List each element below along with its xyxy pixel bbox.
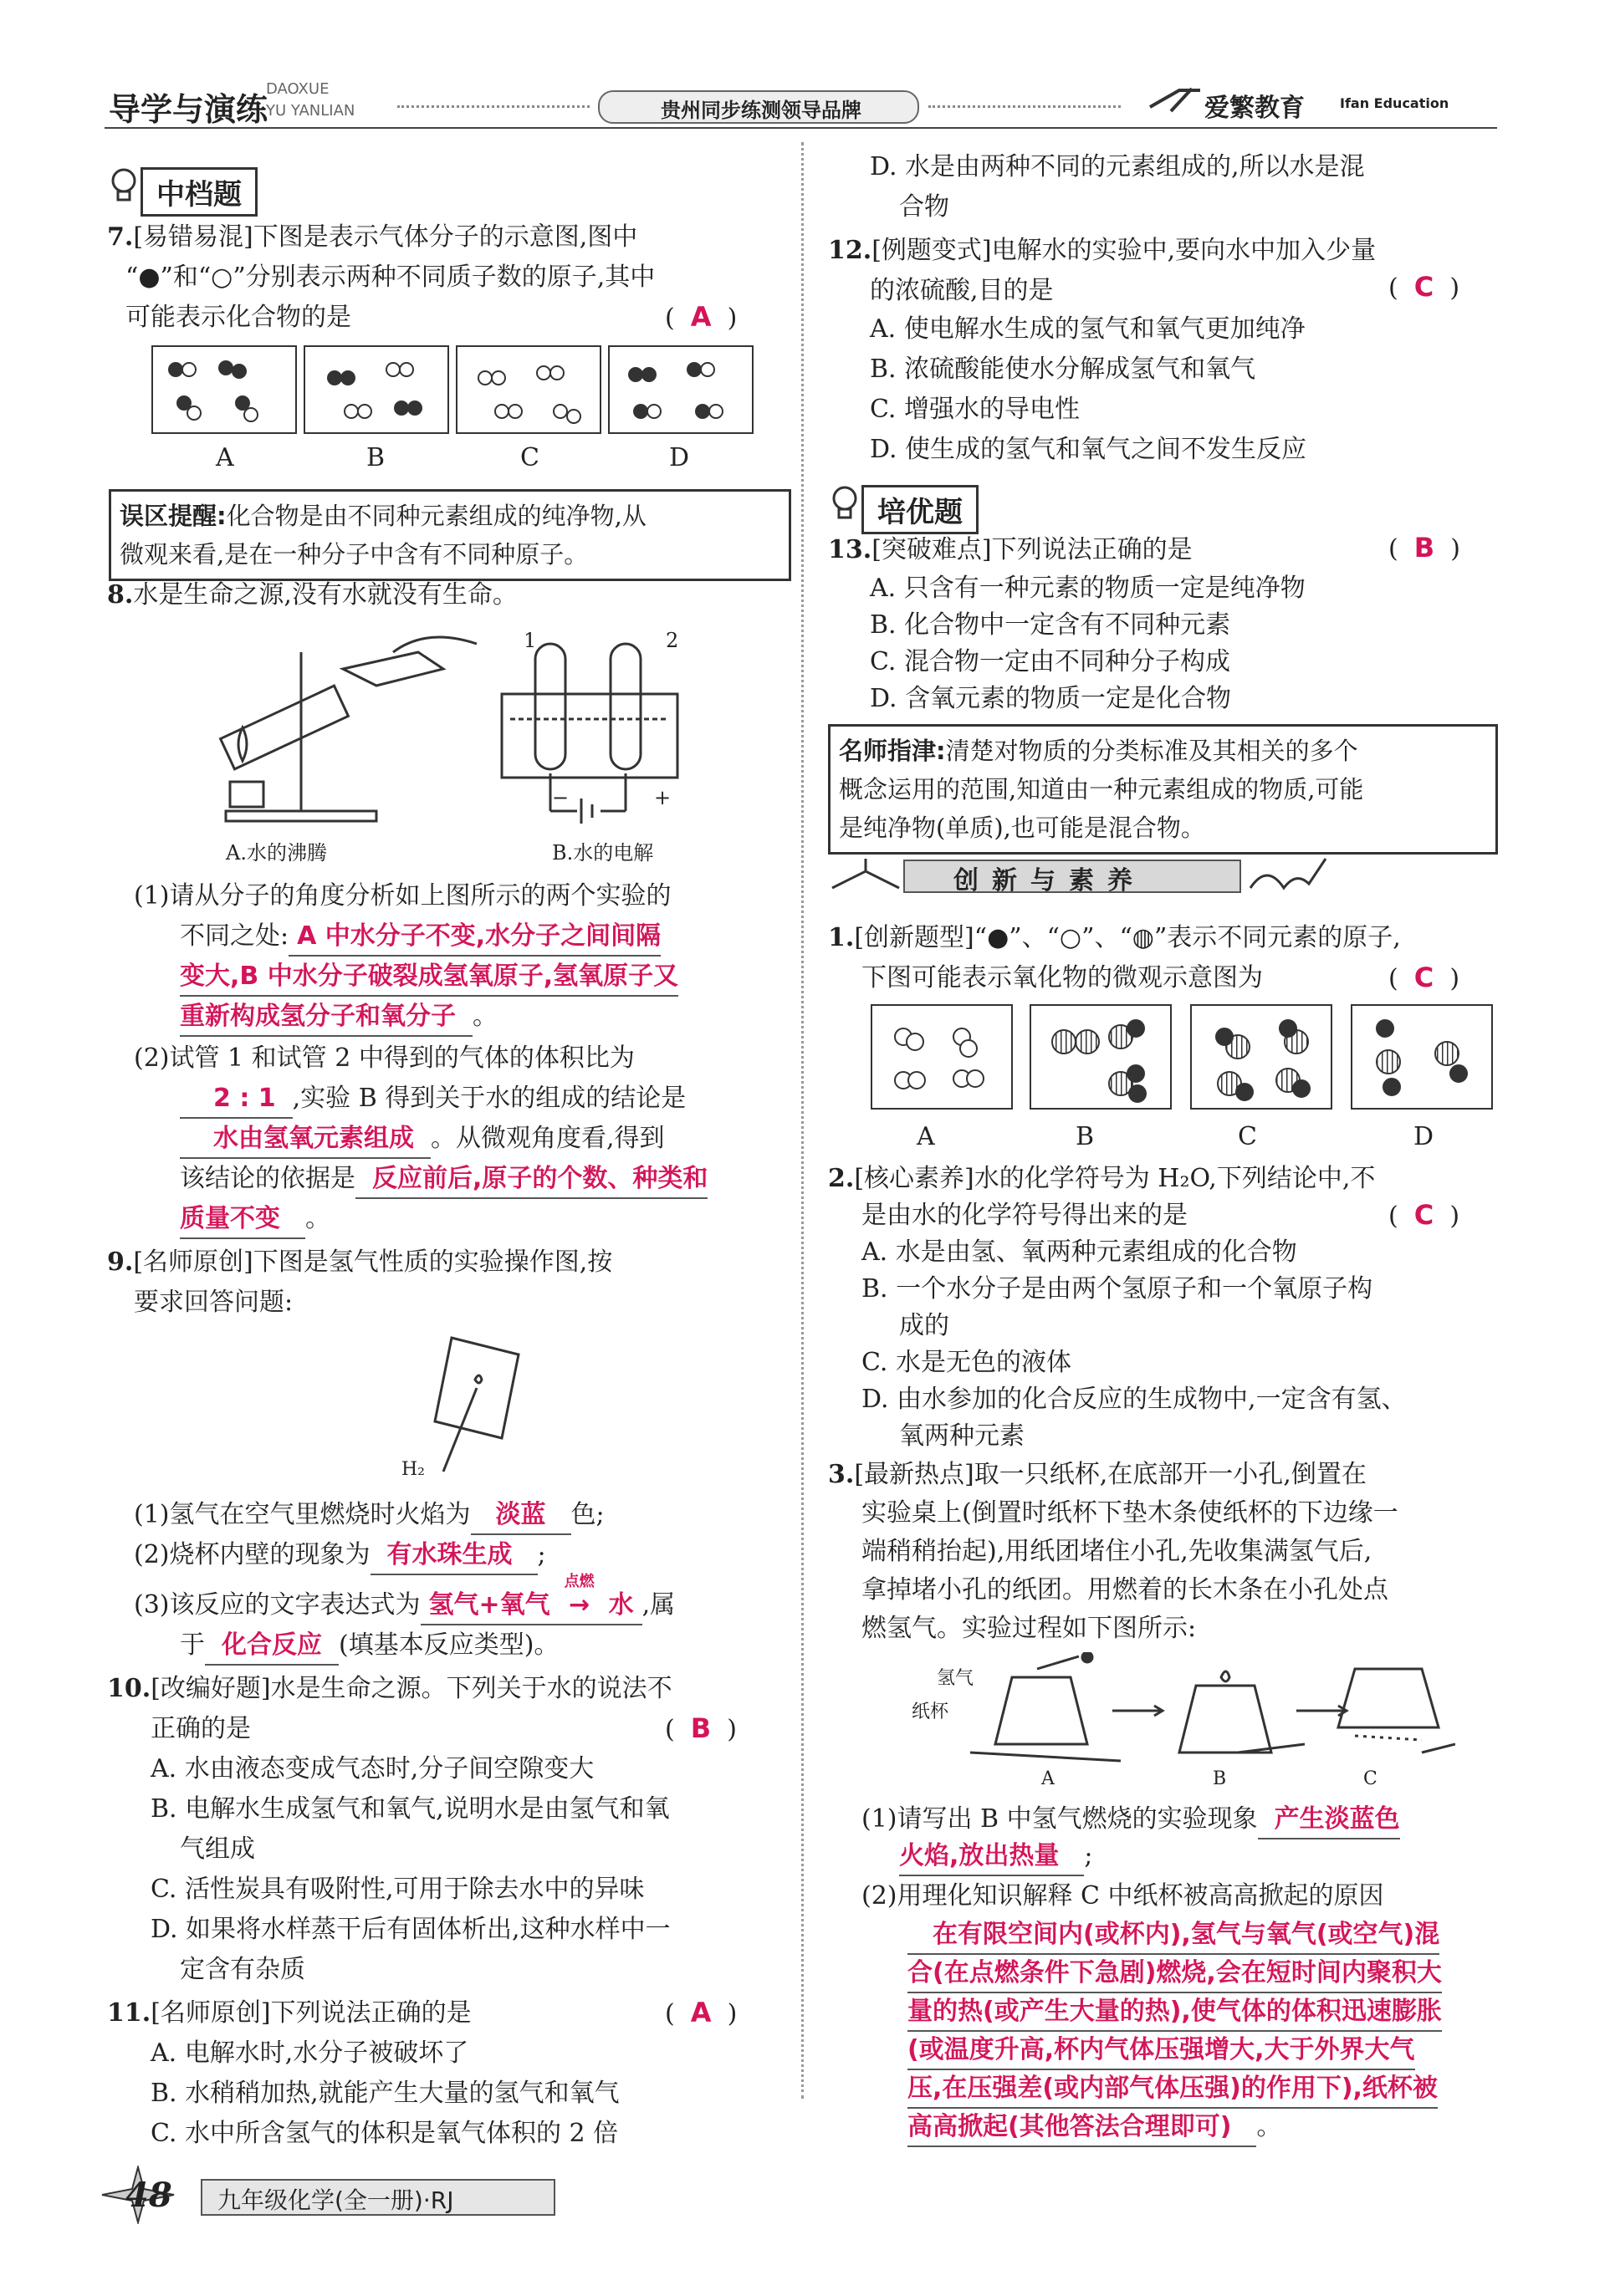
header-logo-en: Ifan Education	[1340, 95, 1449, 111]
q8-caption-a: A.水的沸腾	[226, 841, 327, 865]
q9-p2: (2)烧杯内壁的现象为 有水珠生成 ;	[134, 1537, 546, 1575]
i3-fig-a: A	[1041, 1768, 1055, 1789]
q13-opt-d: D. 含氧元素的物质一定是化合物	[870, 684, 1232, 713]
lightbulb-icon	[107, 166, 141, 207]
q8-line1: 8.水是生命之源,没有水就没有生命。	[107, 580, 518, 610]
q8-p1: (1)请从分子的角度分析如上图所示的两个实验的	[134, 881, 672, 911]
i3-line3: 端稍稍抬起),用纸团堵住小孔,先收集满氢气后,	[861, 1537, 1372, 1566]
q9-h2-label: H₂	[401, 1459, 426, 1480]
q11-line1: 11.[名师原创]下列说法正确的是	[107, 1998, 472, 2028]
q9-p1: (1)氢气在空气里燃烧时火焰为 淡蓝 色;	[134, 1497, 605, 1535]
i1-answer: ( C )	[1388, 962, 1460, 993]
q11-opt-c: C. 水中所含氢气的体积是氧气体积的 2 倍	[151, 2119, 619, 2148]
q7-label-c: C	[520, 443, 539, 472]
q11-opt-b: B. 水稍稍加热,就能产生大量的氢气和氧气	[151, 2079, 620, 2108]
i2-opt-d: D. 由水参加的化合反应的生成物中,一定含有氢、	[861, 1385, 1407, 1414]
footer-book: 九年级化学(全一册)·RJ	[217, 2186, 454, 2214]
q10-line2: 正确的是	[151, 1714, 251, 1743]
i2-opt-b: B. 一个水分子是由两个氢原子和一个氧原子构	[861, 1274, 1373, 1304]
i3-figure	[920, 1652, 1455, 1778]
i3-fig-cup-label: 纸杯	[912, 1702, 949, 1722]
q8-minus-label: −	[552, 786, 570, 809]
q7-figure	[151, 344, 761, 436]
q8-p2c: 水由氢氧元素组成 。从微观角度看,得到	[180, 1120, 665, 1159]
i1-label-a: A	[917, 1122, 935, 1151]
q11-opt-a: A. 电解水时,水分子被破坏了	[151, 2038, 469, 2068]
q8-a1b: 变大,B 中水分子破裂成氢氧原子,氢氧原子又	[180, 958, 678, 997]
section-mid	[107, 166, 358, 212]
page-number: 48	[125, 2176, 172, 2215]
i3-a2-5: 压,在压强差(或内部气体压强)的作用下),纸杯被	[907, 2070, 1438, 2109]
q8-p2b: 2 : 1 ,实验 B 得到关于水的组成的结论是	[180, 1080, 686, 1119]
q8-figure-boiling	[192, 619, 493, 828]
header-rule	[105, 127, 1497, 129]
q8-tube2-label: 2	[666, 629, 679, 652]
q9-line1: 9.[名师原创]下图是氢气性质的实验操作图,按	[107, 1247, 613, 1277]
page-footer	[100, 2166, 602, 2224]
i2-opt-c: C. 水是无色的液体	[861, 1348, 1071, 1377]
book-icon	[828, 855, 903, 896]
q13-opt-b: B. 化合物中一定含有不同种元素	[870, 610, 1231, 640]
q12-line1: 12.[例题变式]电解水的实验中,要向水中加入少量	[828, 236, 1377, 265]
q10-opt-b2: 气组成	[180, 1834, 255, 1864]
i3-line1: 3.[最新热点]取一只纸杯,在底部开一小孔,倒置在	[828, 1460, 1367, 1489]
i2-opt-d2: 氧两种元素	[899, 1421, 1025, 1451]
q7-label-b: B	[366, 443, 386, 472]
header-brand: 贵州同步练测领导品牌	[661, 99, 861, 122]
i2-opt-b2: 成的	[899, 1311, 949, 1340]
section-mid-label: 中档题	[141, 167, 258, 217]
q8-a4b: 质量不变 。	[180, 1201, 330, 1239]
i3-a2-3: 量的热(或产生大量的热),使气体的体积迅速膨胀	[907, 1993, 1442, 2032]
i3-a2-2: 合(在点燃条件下急剧)燃烧,会在短时间内聚积大	[907, 1955, 1442, 1993]
q12-opt-a: A. 使电解水生成的氢气和氧气更加纯净	[870, 314, 1306, 344]
page-header	[0, 0, 1610, 134]
header-pinyin-1: DAOXUE	[266, 80, 330, 98]
q8-caption-b: B.水的电解	[552, 841, 654, 865]
i3-fig-c: C	[1363, 1768, 1377, 1789]
i3-line2: 实验桌上(倒置时纸杯下垫木条使纸杯的下边缘一	[861, 1498, 1398, 1528]
q13-line1: 13.[突破难点]下列说法正确的是	[828, 535, 1193, 564]
i2-line2: 是由水的化学符号得出来的是	[861, 1201, 1188, 1230]
q10-opt-a: A. 水由液态变成气态时,分子间空隙变大	[151, 1754, 595, 1783]
header-pinyin-2: YU YANLIAN	[266, 102, 355, 120]
q12-line2: 的浓硫酸,目的是	[870, 276, 1054, 305]
i3-a2-1: 在有限空间内(或杯内),氢气与氧气(或空气)混	[907, 1916, 1439, 1955]
q10-answer: ( B )	[665, 1712, 737, 1744]
i1-label-d: D	[1413, 1122, 1434, 1151]
q13-opt-a: A. 只含有一种元素的物质一定是纯净物	[870, 574, 1306, 603]
q7-line1: 7.[易错易混]下图是表示气体分子的示意图,图中	[107, 222, 638, 252]
header-title: 导学与演练	[109, 91, 268, 128]
i3-p1: (1)请写出 B 中氢气燃烧的实验现象 产生淡蓝色	[861, 1801, 1400, 1839]
i1-line1: 1.[创新题型]“●”、“○”、“◍”表示不同元素的原子,	[828, 923, 1401, 952]
i3-fig-b: B	[1213, 1768, 1227, 1789]
section-innov-label: 创新与素养	[953, 866, 1146, 895]
q12-opt-c: C. 增强水的导电性	[870, 395, 1080, 424]
q7-line3: 可能表示化合物的是	[125, 303, 351, 332]
i3-a2-6: 高高掀起(其他答法合理即可) 。	[907, 2109, 1281, 2147]
q8-tube1-label: 1	[524, 629, 537, 652]
section-adv	[828, 483, 1079, 529]
pencil-icon	[1246, 855, 1330, 896]
q10-opt-c: C. 活性炭具有吸附性,可用于除去水中的异味	[151, 1875, 645, 1904]
i1-figure	[870, 1003, 1497, 1112]
q8-plus-label: +	[654, 786, 672, 809]
header-logo: 爱繁教育	[1204, 94, 1305, 123]
header-logo-icon	[1146, 82, 1204, 115]
q8-p1b: 不同之处: A 中水分子不变,水分子之间间隔	[180, 918, 661, 957]
i1-line2: 下图可能表示氧化物的微观示意图为	[861, 963, 1263, 992]
i3-line4: 拿掉堵小孔的纸团。用燃着的长木条在小孔处点	[861, 1575, 1388, 1605]
q12-opt-d: D. 使生成的氢气和氧气之间不发生反应	[870, 435, 1307, 464]
tip-misconception: 误区提醒:化合物是由不同种元素组成的纯净物,从 微观来看,是在一种分子中含有不同种原子。	[109, 489, 791, 581]
q13-answer: ( B )	[1388, 532, 1460, 564]
i2-opt-a: A. 水是由氢、氧两种元素组成的化合物	[861, 1237, 1297, 1267]
q13-opt-c: C. 混合物一定由不同种分子构成	[870, 647, 1230, 676]
q7-answer: ( A )	[665, 301, 738, 333]
q9-p3: (3)该反应的文字表达式为 氢气+氧气 点燃 → 水 ,属	[134, 1587, 675, 1625]
q10-opt-d2: 定含有杂质	[180, 1955, 305, 1984]
header-dots-left	[397, 105, 590, 108]
i3-p2: (2)用理化知识解释 C 中纸杯被高高掀起的原因	[861, 1881, 1384, 1911]
header-dots-right	[928, 105, 1121, 108]
q10-opt-d: D. 如果将水样蒸干后有固体析出,这种水样中一	[151, 1915, 671, 1944]
i2-answer: ( C )	[1388, 1199, 1460, 1231]
q11-opt-d2: 合物	[899, 192, 949, 222]
q8-p2: (2)试管 1 和试管 2 中得到的气体的体积比为	[134, 1043, 635, 1073]
section-innov	[828, 855, 1330, 896]
lightbulb-icon	[828, 483, 861, 525]
q10-opt-b: B. 电解水生成氢气和氧气,说明水是由氢气和氧	[151, 1794, 670, 1824]
i3-line5: 燃氢气。实验过程如下图所示:	[861, 1614, 1197, 1643]
tip-teacher: 名师指津:清楚对物质的分类标准及其相关的多个 概念运用的范围,知道由一种元素组成的物质,可能 是纯净物(单质),也可能是混合物。	[828, 724, 1498, 855]
q12-answer: ( C )	[1388, 271, 1460, 303]
q8-a1c: 重新构成氢分子和氧分子 。	[180, 998, 498, 1037]
i1-label-b: B	[1076, 1122, 1095, 1151]
q10-line1: 10.[改编好题]水是生命之源。下列关于水的说法不	[107, 1674, 672, 1703]
q7-line2: “●”和“○”分别表示两种不同质子数的原子,其中	[125, 263, 656, 292]
i3-a2-4: (或温度升高,杯内气体压强增大,大于外界大气	[907, 2032, 1415, 2070]
q7-label-d: D	[669, 443, 690, 472]
q11-answer: ( A )	[665, 1997, 738, 2028]
column-divider	[801, 142, 804, 2099]
i3-a1b: 火焰,放出热量 ;	[899, 1838, 1093, 1876]
section-adv-label: 培优题	[861, 485, 979, 534]
q11-opt-d: D. 水是由两种不同的元素组成的,所以水是混	[870, 152, 1365, 181]
i2-line1: 2.[核心素养]水的化学符号为 H₂O,下列结论中,不	[828, 1164, 1376, 1193]
q9-p3b: 于 化合反应 (填基本反应类型)。	[180, 1627, 559, 1666]
i3-fig-h2-label: 氢气	[937, 1668, 974, 1689]
i1-label-c: C	[1238, 1122, 1257, 1151]
q9-line2: 要求回答问题:	[134, 1288, 294, 1317]
q12-opt-b: B. 浓硫酸能使水分解成氢气和氧气	[870, 355, 1256, 384]
q8-p2d: 该结论的依据是 反应前后,原子的个数、种类和	[180, 1161, 708, 1199]
q7-label-a: A	[216, 443, 234, 472]
